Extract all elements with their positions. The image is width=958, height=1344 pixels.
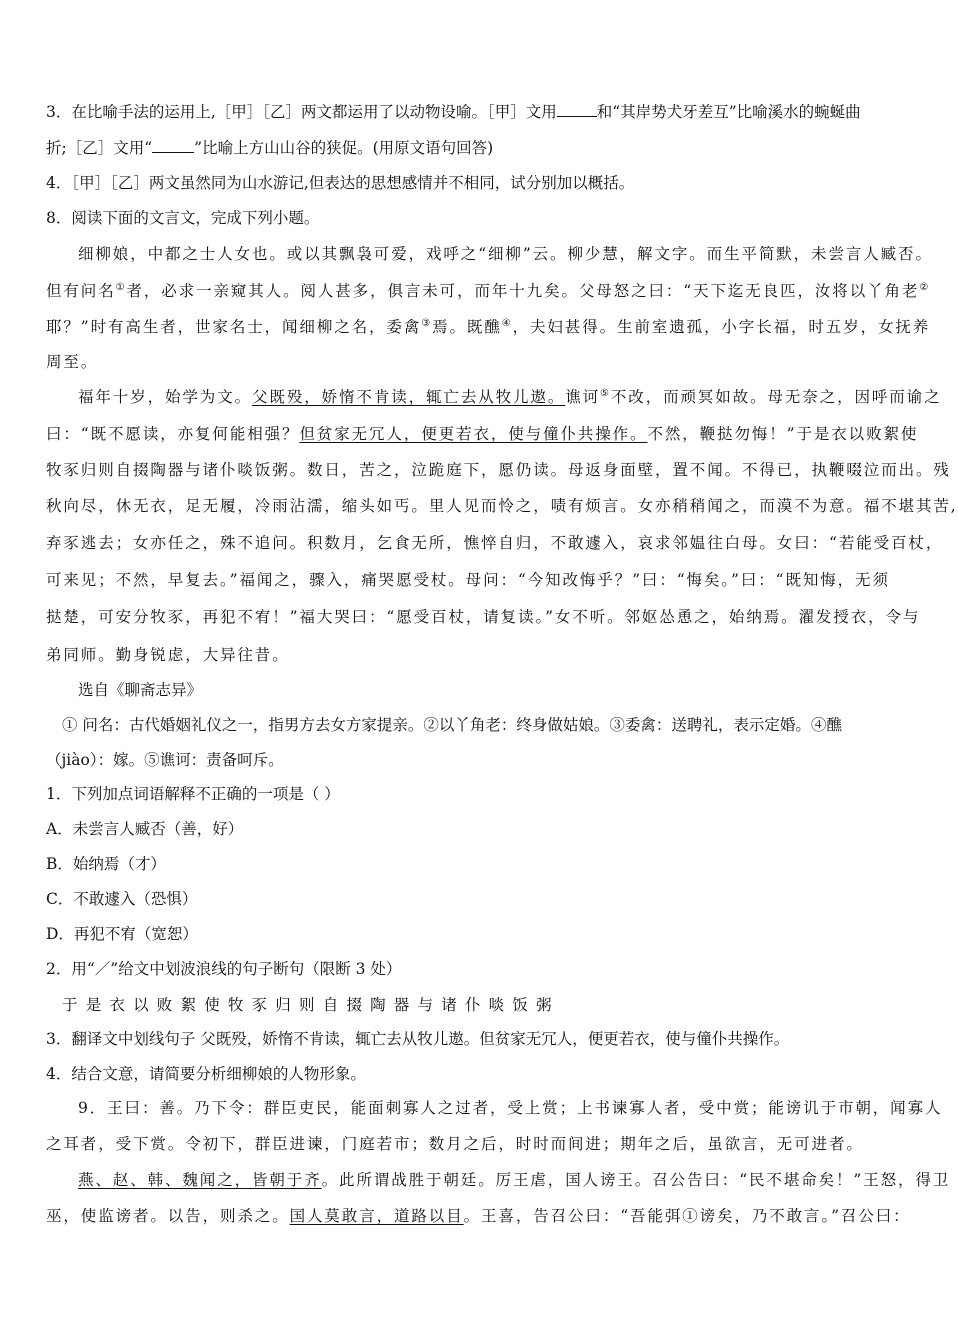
option-c[interactable]: C．不敢遽入（恐惧） — [46, 890, 198, 908]
passage-p1-line-2 — [46, 281, 931, 301]
sub-question-1: 1．下列加点词语解释不正确的一项是（ ） — [46, 785, 340, 803]
passage-p2-line-3: 牧豕归则自掇陶器与诸仆啖饭粥。数日，苦之，泣跪庭下，愿仍读。母返身面壁，置不闻。不得已，执鞭啜泣而出。残 — [46, 461, 951, 479]
sub-question-2: 2．用“／”给文中划波浪线的句子断句（限断 3 处） — [46, 960, 402, 978]
question-9-line-1: 9．王曰：善。乃下令：群臣吏民，能面刺寡人之过者，受上赏；上书谏寡人者，受中赏；能谤讥于市朝，闻寡人 — [78, 1099, 943, 1117]
text: 者，必求一亲窥其人。阅人甚多，俱言未可，而年十九矣。父母怒之曰：“天下迄无良匹，汝将以丫角老 — [126, 282, 920, 300]
text: 不然，鞭挞勿悔！”于是衣以败絮使 — [647, 425, 919, 443]
sub-question-3: 3．翻译文中划线句子 父既殁，娇惰不肯读，辄亡去从牧儿遨。但贫家无冗人，便更若衣，使与僮仆共操作。 — [46, 1030, 790, 1048]
text: 巫，使监谤者。以告，则杀之。 — [46, 1207, 290, 1225]
text: ，夫妇甚得。生前室遗孤，小字长福，时五岁，女抚养 — [512, 318, 931, 336]
option-a[interactable]: A．未尝言人臧否（善，好） — [46, 820, 244, 838]
text: 焉。既醮 — [432, 318, 502, 336]
sub-question-4: 4．结合文意，请简要分析细柳娘的人物形象。 — [46, 1065, 366, 1083]
text: 3．在比喻手法的运用上,［甲］［乙］两文都运用了以动物设喻。［甲］文用 — [46, 103, 557, 121]
passage-p2-line-5: 弃豕逃去；女亦任之，殊不追问。积数月，乞食无所，憔悴自归，不敢遽入，哀求邻媪往白母。女曰：“若能受百杖， — [46, 534, 944, 552]
footnote-mark: ⑤ — [600, 387, 611, 399]
sentence-to-punctuate: 于是衣以败絮使牧豕归则自掇陶器与诸仆啖饭粥 — [62, 996, 560, 1014]
underlined-sentence: 国人莫敢言，道路以目 — [289, 1207, 464, 1225]
answer-blank[interactable] — [152, 138, 194, 153]
annotation-line-1: ① 问名：古代婚姻礼仪之一，指男方去女方家提亲。②以丫角老：终身做姑娘。③委禽：送聘礼，表示定婚。④醮 — [62, 716, 842, 734]
passage-p2-line-1 — [78, 387, 942, 407]
passage-p2-line-7: 挞楚，可安分牧豕，再犯不宥！”福大哭曰：“愿受百杖，请复读。”女不听。邻妪怂恿之，始纳焉。濯发授衣，令与 — [46, 608, 921, 626]
option-b[interactable]: B．始纳焉（才） — [46, 855, 166, 873]
footnote-mark: ④ — [501, 317, 513, 329]
footnote-mark: ① — [115, 281, 127, 293]
footnote-mark: ② — [919, 281, 931, 293]
text: 。此所谓战胜于朝廷。厉王虐，国人谤王。召公告曰：“民不堪命矣！”王怒，得卫 — [321, 1171, 951, 1189]
option-d[interactable]: D．再犯不宥（宽恕） — [46, 925, 198, 943]
text: 但有问名 — [46, 282, 116, 300]
text: 谯诃 — [565, 388, 601, 406]
text: 折;［乙］文用“ — [46, 139, 153, 157]
underlined-sentence: 父既殁，娇惰不肯读，辄亡去从牧儿遨。 — [252, 388, 566, 406]
question-3-line-2 — [46, 138, 908, 158]
text: 。王喜，告召公曰：“吾能弭①谤矣，乃不敢言。”召公曰： — [463, 1207, 911, 1225]
text: 曰：“既不愿读，亦复何能相强？ — [46, 425, 300, 443]
question-9-line-3 — [78, 1170, 951, 1190]
passage-source: 选自《聊斋志异》 — [78, 681, 203, 699]
passage-p2-line-6: 可来见；不然，早复去。”福闻之，骤入，痛哭愿受杖。母问：“今知改悔乎？”曰：“悔矣。”曰：“既知悔，无须 — [46, 571, 890, 589]
text: 耶？”时有高生者，世家名士，闻细柳之名，委禽 — [46, 318, 422, 336]
question-9-line-2: 之耳者，受下赏。令初下，群臣进谏，门庭若市；数月之后，时时而间进；期年之后，虽欲言，无可进者。 — [46, 1135, 864, 1153]
passage-p2-line-4: 秋向尽，休无衣，足无履，冷雨沾濡，缩头如丐。里人见而怜之，啧有烦言。女亦稍稍闻之，而漠不为意。福不堪其苦, — [46, 497, 958, 515]
passage-p1-line-3 — [46, 317, 931, 337]
text: 福年十岁，始学为文。 — [78, 388, 253, 406]
footnote-mark: ③ — [421, 317, 433, 329]
underlined-sentence: 燕、赵、韩、魏闻之，皆朝于齐 — [78, 1171, 322, 1189]
passage-p1-line-1: 细柳娘，中都之士人女也。或以其飘袅可爱，戏呼之“细柳”云。柳少慧，解文字。而生平简默，未尝言人臧否。 — [78, 245, 933, 263]
answer-blank[interactable] — [557, 102, 597, 117]
annotation-line-2: （jiào）：嫁。⑤谯诃：责备呵斥。 — [46, 751, 284, 769]
passage-p2-line-2 — [46, 424, 919, 444]
text: 和“其岸势犬牙差互”比喻溪水的蜿蜒曲 — [596, 103, 861, 121]
passage-p1-line-4: 周至。 — [46, 353, 99, 371]
text: 不改，而顽冥如故。母无奈之，因呼而谕之 — [610, 388, 942, 406]
question-9-line-4 — [46, 1206, 911, 1226]
question-8-title: 8．阅读下面的文言文，完成下列小题。 — [46, 209, 320, 227]
question-3-line-1 — [46, 102, 908, 122]
underlined-sentence: 但贫家无冗人，便更若衣，使与僮仆共操作。 — [299, 425, 648, 443]
passage-p2-line-8: 弟同师。勤身锐虑，大异往昔。 — [46, 646, 290, 664]
question-4: 4．［甲］［乙］两文虽然同为山水游记,但表达的思想感情并不相同，试分别加以概括。 — [46, 174, 635, 192]
text: ”比喻上方山山谷的狭促。(用原文语句回答) — [194, 139, 494, 157]
